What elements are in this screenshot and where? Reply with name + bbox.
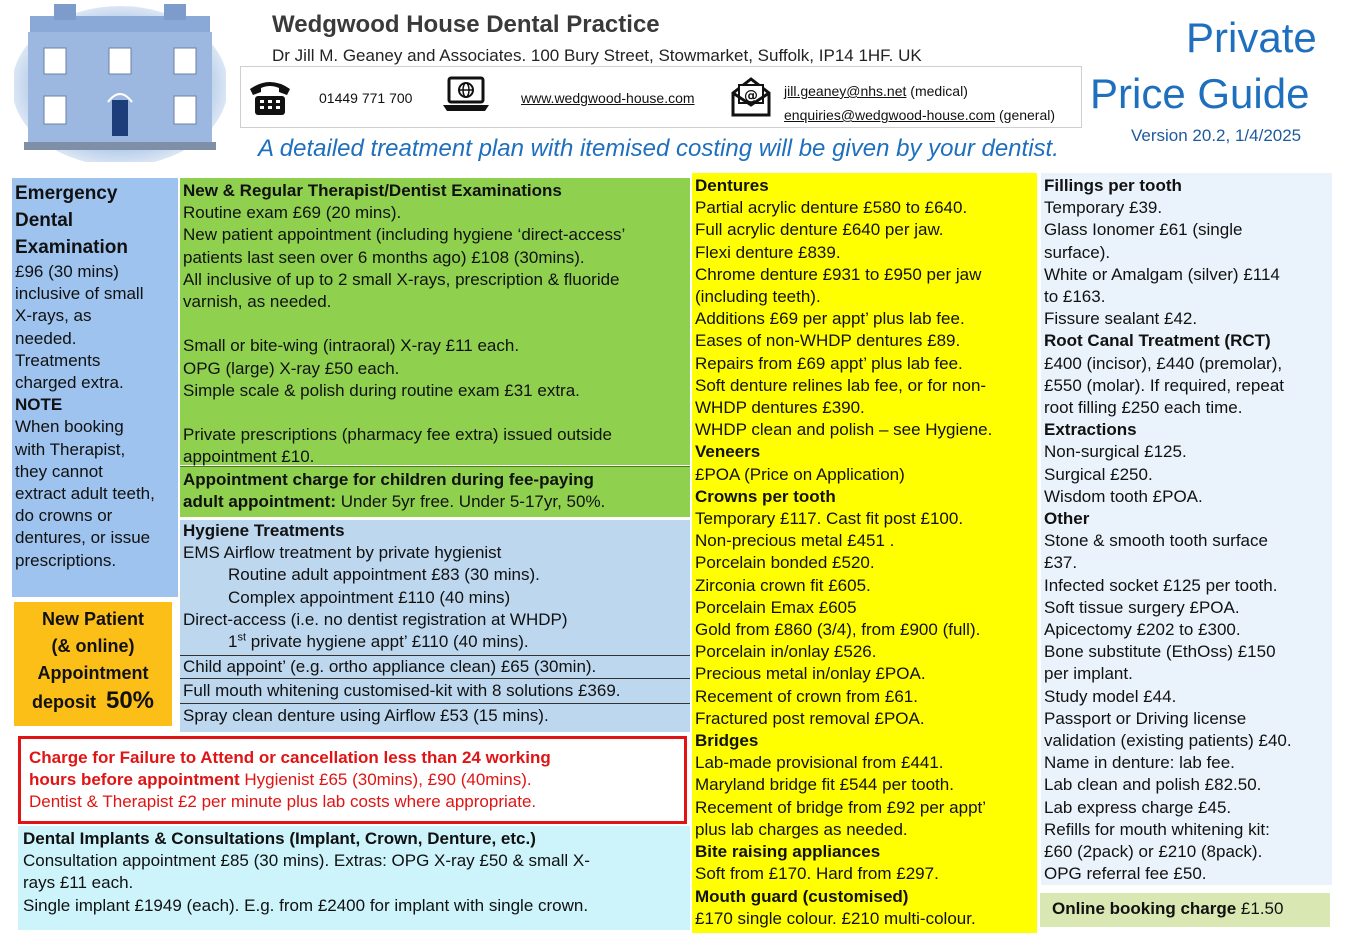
note-line: they cannot bbox=[15, 461, 103, 481]
denture-price-line: Repairs from £69 appt’ plus lab fee. bbox=[695, 353, 963, 373]
dentures-panel bbox=[692, 173, 1037, 933]
children-line-1: Appointment charge for children during fee-paying bbox=[183, 470, 594, 489]
hygiene-heading: Hygiene Treatments bbox=[183, 521, 345, 540]
denture-price-line: Soft denture relines lab fee, or for non- bbox=[695, 375, 987, 395]
filling-price-line: Infected socket £125 per tooth. bbox=[1044, 575, 1278, 595]
emergency-line: X-rays, as bbox=[15, 306, 92, 326]
filling-price-line: Passport or Driving license bbox=[1044, 708, 1247, 728]
denture-section-heading: Bite raising appliances bbox=[695, 842, 881, 862]
emergency-line: needed. bbox=[15, 328, 77, 348]
denture-price-line: Gold from £860 (3/4), from £900 (full). bbox=[695, 620, 981, 640]
denture-section-heading: Mouth guard (customised) bbox=[695, 886, 909, 906]
filling-price-line: Study model £44. bbox=[1044, 686, 1177, 706]
version-label: Version 20.2, 1/4/2025 bbox=[1131, 126, 1302, 145]
tagline: A detailed treatment plan with itemised costing will be given by your dentist. bbox=[258, 135, 1059, 162]
filling-price-line: Stone & smooth tooth surface bbox=[1044, 531, 1268, 551]
filling-price-line: Surgical £250. bbox=[1044, 464, 1153, 484]
denture-sections bbox=[695, 175, 1034, 930]
filling-price-line: surface). bbox=[1044, 242, 1111, 262]
deposit-line: Appointment bbox=[37, 663, 149, 683]
filling-price-line: Name in denture: lab fee. bbox=[1044, 753, 1235, 773]
children-label: adult appointment: bbox=[183, 492, 336, 512]
email-medical-tag: (medical) bbox=[910, 83, 968, 99]
deposit-panel bbox=[14, 602, 172, 726]
telephone-icon bbox=[247, 77, 293, 117]
denture-price-line: Additions £69 per appt’ plus lab fee. bbox=[695, 309, 965, 329]
online-label: Online booking charge bbox=[1052, 899, 1237, 918]
implants-heading: Dental Implants & Consultations (Implant, Crown, Denture, etc.) bbox=[23, 829, 536, 848]
exam-spacer bbox=[183, 402, 687, 424]
deposit-line: (& online) bbox=[51, 636, 135, 656]
denture-price-line: Flexi denture £839. bbox=[695, 242, 841, 262]
children-rate: Under 5yr free. Under 5-17yr, 50%. bbox=[335, 492, 606, 512]
hygiene-panel bbox=[180, 520, 690, 732]
denture-section-heading: Dentures bbox=[695, 176, 769, 195]
filling-sections bbox=[1044, 175, 1329, 886]
filling-price-line: Wisdom tooth £POA. bbox=[1044, 486, 1203, 506]
svg-text:@: @ bbox=[744, 88, 758, 104]
note-line: When booking bbox=[15, 417, 124, 437]
exam-line: OPG (large) X-ray £50 each. bbox=[183, 358, 400, 378]
failure-to-attend-box bbox=[18, 736, 687, 824]
house-illustration bbox=[14, 4, 226, 162]
fta-line-3: Dentist & Therapist £2 per minute plus lab costs where appropriate. bbox=[29, 792, 537, 812]
denture-section-heading: Crowns per tooth bbox=[695, 486, 836, 506]
fta-label: hours before appointment bbox=[29, 770, 240, 790]
denture-price-line: (including teeth). bbox=[695, 287, 821, 307]
note-line: dentures, or issue bbox=[15, 528, 151, 548]
practice-address: Dr Jill M. Geaney and Associates. 100 Bury Street, Stowmarket, Suffolk, IP14 1HF. UK bbox=[272, 46, 922, 65]
filling-price-line: Lab express charge £45. bbox=[1044, 797, 1232, 817]
note-heading: NOTE bbox=[15, 395, 63, 415]
filling-price-line: OPG referral fee £50. bbox=[1044, 864, 1207, 884]
emergency-line: £96 (30 mins) bbox=[15, 262, 119, 281]
filling-section-heading: Root Canal Treatment (RCT) bbox=[1044, 331, 1271, 351]
hygiene-line: Routine adult appointment £83 (30 mins). bbox=[228, 565, 540, 585]
denture-price-line: Zirconia crown fit £605. bbox=[695, 575, 871, 595]
implants-line: rays £11 each. bbox=[23, 873, 134, 893]
filling-price-line: £400 (incisor), £440 (premolar), bbox=[1044, 353, 1283, 373]
exam-line: Routine exam £69 (20 mins). bbox=[183, 203, 402, 223]
hygiene-line: Complex appointment £110 (40 mins) bbox=[228, 587, 511, 607]
denture-price-line: Chrome denture £931 to £950 per jaw bbox=[695, 264, 982, 284]
emergency-heading: Examination bbox=[15, 237, 128, 258]
filling-price-line: validation (existing patients) £40. bbox=[1044, 731, 1292, 751]
denture-price-line: Eases of non-WHDP dentures £89. bbox=[695, 331, 961, 351]
filling-price-line: to £163. bbox=[1044, 287, 1106, 307]
deposit-label: deposit bbox=[31, 692, 96, 712]
exam-line: varnish, as needed. bbox=[183, 292, 332, 312]
denture-price-line: Partial acrylic denture £580 to £640. bbox=[695, 198, 968, 218]
implants-line: Single implant £1949 (each). E.g. from £2400 for implant with single crown. bbox=[23, 895, 589, 915]
exam-line: All inclusive of up to 2 small X-rays, prescription & fluoride bbox=[183, 269, 620, 289]
denture-price-line: WHDP dentures £390. bbox=[695, 398, 865, 418]
filling-price-line: per implant. bbox=[1044, 664, 1133, 684]
denture-price-line: Maryland bridge fit £544 per tooth. bbox=[695, 775, 954, 795]
filling-price-line: White or Amalgam (silver) £114 bbox=[1044, 264, 1280, 284]
exam-line: patients last seen over 6 months ago) £108 (30mins). bbox=[183, 247, 585, 267]
email-general-link[interactable]: enquiries@wedgwood-house.com bbox=[784, 107, 996, 123]
denture-price-line: Soft from £170. Hard from £297. bbox=[695, 864, 939, 884]
denture-section-heading: Bridges bbox=[695, 731, 759, 751]
fta-hygienist: Hygienist £65 (30mins), £90 (40mins). bbox=[239, 770, 532, 790]
emergency-line: charged extra. bbox=[15, 373, 124, 393]
filling-price-line: Bone substitute (EthOss) £150 bbox=[1044, 642, 1276, 662]
emergency-line: Treatments bbox=[15, 350, 101, 370]
denture-price-line: Recement of bridge from £92 per appt’ bbox=[695, 797, 987, 817]
fillings-panel bbox=[1041, 173, 1332, 885]
note-line: with Therapist, bbox=[15, 439, 126, 459]
denture-price-line: Fractured post removal £POA. bbox=[695, 708, 925, 728]
filling-price-line: £60 (2pack) or £210 (8pack). bbox=[1044, 842, 1263, 862]
filling-price-line: Temporary £39. bbox=[1044, 198, 1163, 218]
denture-price-line: Lab-made provisional from £441. bbox=[695, 753, 944, 773]
exam-line: New patient appointment (including hygiene ‘direct-access’ bbox=[183, 225, 626, 245]
title-private: Private bbox=[1186, 14, 1317, 61]
exams-panel bbox=[180, 178, 690, 465]
filling-price-line: Non-surgical £125. bbox=[1044, 442, 1187, 462]
denture-price-line: Precious metal in/onlay £POA. bbox=[695, 664, 926, 684]
practice-name: Wedgwood House Dental Practice bbox=[272, 11, 660, 38]
exams-heading: New & Regular Therapist/Dentist Examinations bbox=[183, 181, 562, 200]
filling-price-line: £550 (molar). If required, repeat bbox=[1044, 375, 1285, 395]
deposit-line: New Patient bbox=[41, 609, 145, 629]
children-panel bbox=[180, 466, 690, 517]
filling-section-heading: Other bbox=[1044, 509, 1090, 529]
denture-section-heading: Veneers bbox=[695, 442, 761, 462]
hygiene-line: Spray clean denture using Airflow £53 (15 mins). bbox=[180, 703, 690, 728]
denture-price-line: Porcelain Emax £605 bbox=[695, 597, 857, 617]
implants-panel bbox=[18, 826, 690, 930]
filling-price-line: Apicectomy £202 to £300. bbox=[1044, 620, 1241, 640]
online-value: £1.50 bbox=[1236, 899, 1284, 918]
filling-price-line: root filling £250 each time. bbox=[1044, 398, 1243, 418]
exam-line: Private prescriptions (pharmacy fee extra) issued outside bbox=[183, 425, 612, 445]
hygiene-first-rest: private hygiene appt’ £110 (40 mins). bbox=[246, 632, 529, 652]
filling-price-line: Glass Ionomer £61 (single bbox=[1044, 220, 1243, 240]
filling-price-line: Soft tissue surgery £POA. bbox=[1044, 597, 1240, 617]
contact-box bbox=[240, 66, 1082, 128]
denture-price-line: £POA (Price on Application) bbox=[695, 464, 905, 484]
filling-price-line: Lab clean and polish £82.50. bbox=[1044, 775, 1262, 795]
denture-price-line: Porcelain bonded £520. bbox=[695, 553, 875, 573]
deposit-value: 50% bbox=[105, 687, 155, 714]
exam-line: Small or bite-wing (intraoral) X-ray £11 each. bbox=[183, 336, 520, 356]
website-link[interactable]: www.wedgwood-house.com bbox=[521, 90, 695, 106]
laptop-globe-icon bbox=[441, 75, 491, 115]
fta-line-1: Charge for Failure to Attend or cancellation less than 24 working bbox=[29, 748, 551, 767]
filling-price-line: Refills for mouth whitening kit: bbox=[1044, 819, 1270, 839]
hygiene-line: EMS Airflow treatment by private hygienist bbox=[183, 543, 502, 563]
filling-price-line: £37. bbox=[1044, 553, 1078, 573]
hygiene-first-sup: st bbox=[237, 631, 247, 644]
note-line: do crowns or bbox=[15, 506, 113, 526]
title-price-guide: Price Guide bbox=[1090, 70, 1310, 117]
denture-price-line: Temporary £117. Cast fit post £100. bbox=[695, 509, 964, 529]
emergency-heading: Dental bbox=[15, 210, 74, 231]
denture-price-line: WHDP clean and polish – see Hygiene. bbox=[695, 420, 993, 440]
hygiene-first: 1 bbox=[228, 632, 238, 652]
exam-line: Simple scale & polish during routine exam £31 extra. bbox=[183, 380, 580, 400]
filling-price-line: Fissure sealant £42. bbox=[1044, 309, 1198, 329]
denture-price-line: Non-precious metal £451 . bbox=[695, 531, 895, 551]
denture-price-line: Porcelain in/onlay £526. bbox=[695, 642, 877, 662]
denture-price-line: Recement of crown from £61. bbox=[695, 686, 918, 706]
email-medical-link[interactable]: jill.geaney@nhs.net bbox=[784, 83, 907, 99]
filling-section-heading: Extractions bbox=[1044, 420, 1137, 440]
online-booking-charge bbox=[1040, 893, 1330, 927]
denture-price-line: plus lab charges as needed. bbox=[695, 819, 908, 839]
email-icon bbox=[729, 75, 773, 119]
hygiene-line: Full mouth whitening customised-kit with 8 solutions £369. bbox=[180, 678, 690, 703]
implants-line: Consultation appointment £85 (30 mins). Extras: OPG X-ray £50 & small X- bbox=[23, 851, 590, 871]
exam-line: appointment £10. bbox=[183, 447, 315, 467]
denture-price-line: Full acrylic denture £640 per jaw. bbox=[695, 220, 944, 240]
hygiene-line: Direct-access (i.e. no dentist registration at WHDP) bbox=[183, 609, 568, 629]
note-line: extract adult teeth, bbox=[15, 484, 155, 504]
emergency-line: inclusive of small bbox=[15, 284, 144, 304]
emergency-panel bbox=[12, 178, 178, 597]
email-general-tag: (general) bbox=[999, 107, 1056, 123]
note-line: prescriptions. bbox=[15, 550, 117, 570]
denture-price-line: £170 single colour. £210 multi-colour. bbox=[695, 908, 976, 928]
hygiene-line: Child appoint’ (e.g. ortho appliance clean) £65 (30min). bbox=[180, 655, 690, 678]
phone-number: 01449 771 700 bbox=[319, 90, 413, 106]
exam-spacer bbox=[183, 313, 687, 335]
filling-section-heading: Fillings per tooth bbox=[1044, 176, 1182, 195]
emergency-heading: Emergency bbox=[15, 183, 118, 204]
